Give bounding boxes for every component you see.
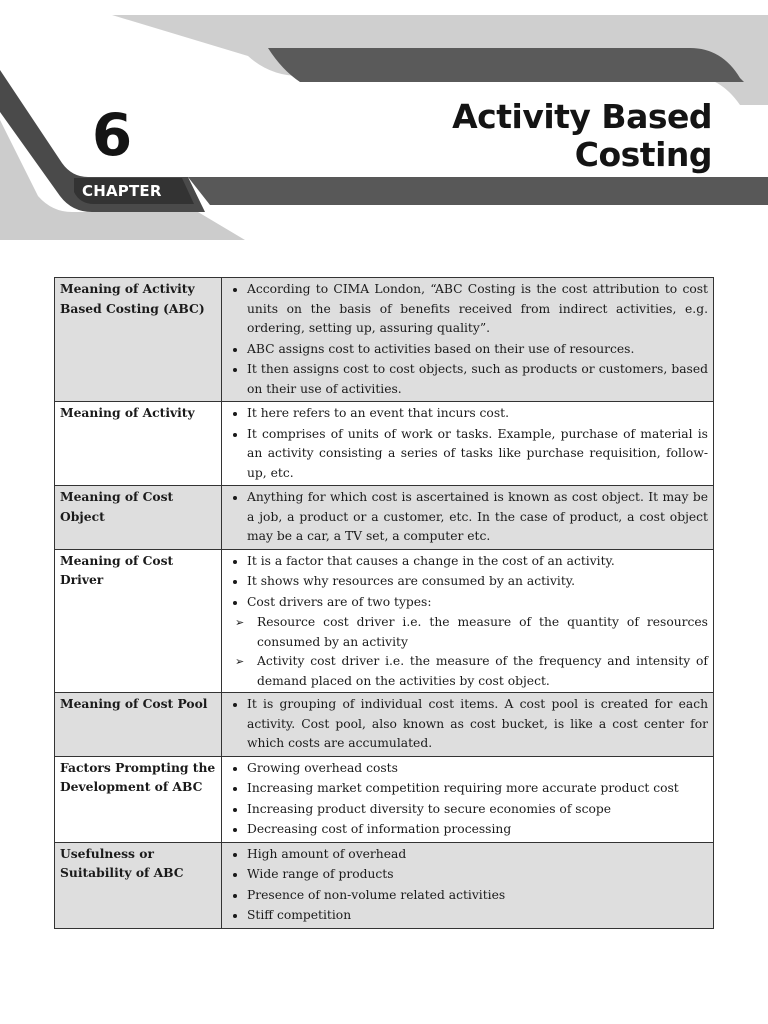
list-item: • It then assigns cost to cost objects, such as products or customers, based on their use of activities.	[247, 360, 708, 399]
list-item: • According to CIMA London, “ABC Costing is the cost attribution to cost units on the basis of benefits received from indirect activities, e.g. ordering, setting up, assuring quality”.	[247, 280, 708, 339]
list-item: • Wide range of products	[247, 865, 708, 885]
list-item: • Growing overhead costs	[247, 759, 708, 779]
row-details	[222, 842, 714, 928]
row-term: Factors Prompting the Development of ABC	[55, 756, 222, 842]
bullet-list	[227, 695, 708, 754]
bullet-list	[227, 552, 708, 613]
list-item: • Decreasing cost of information processing	[247, 820, 708, 840]
table-row	[55, 693, 714, 757]
row-term: Usefulness or Suitability of ABC	[55, 842, 222, 928]
page-title-line-1: Activity Based	[452, 97, 712, 136]
bullet-list	[227, 488, 708, 547]
table-row	[55, 756, 714, 842]
table-row	[55, 278, 714, 402]
table-row	[55, 486, 714, 550]
list-item: • ABC assigns cost to activities based on their use of resources.	[247, 340, 708, 360]
bullet-list	[227, 845, 708, 926]
row-term: Meaning of Cost Pool	[55, 693, 222, 757]
row-details	[222, 549, 714, 693]
bullet-list	[227, 280, 708, 399]
list-item: • It is a factor that causes a change in the cost of an activity.	[247, 552, 708, 572]
list-item: • Anything for which cost is ascertained is known as cost object. It may be a job, a product or a customer, etc. In the case of product, a cost object may be a car, a TV set, a computer etc.	[247, 488, 708, 547]
list-item: • It shows why resources are consumed by an activity.	[247, 572, 708, 592]
row-term: Meaning of Activity Based Costing (ABC)	[55, 278, 222, 402]
list-item: • Cost drivers are of two types:	[247, 593, 708, 613]
row-term: Meaning of Cost Object	[55, 486, 222, 550]
page-title-line-2: Costing	[574, 135, 712, 174]
list-item: • High amount of overhead	[247, 845, 708, 865]
bullet-list	[227, 759, 708, 840]
list-item: • Stiff competition	[247, 906, 708, 926]
table-row	[55, 842, 714, 928]
sub-list-item: ➢ Activity cost driver i.e. the measure of the frequency and intensity of demand placed on the activities by cost object.	[257, 652, 708, 691]
list-item: • It here refers to an event that incurs cost.	[247, 404, 708, 424]
page-title	[332, 98, 712, 174]
list-item: • Increasing product diversity to secure economies of scope	[247, 800, 708, 820]
row-term: Meaning of Cost Driver	[55, 549, 222, 693]
list-item: • It comprises of units of work or tasks. Example, purchase of material is an activity consisting a series of tasks like purchase requisition, follow-up, etc.	[247, 425, 708, 484]
list-item: • Increasing market competition requiring more accurate product cost	[247, 779, 708, 799]
row-details	[222, 402, 714, 486]
chapter-label: CHAPTER	[82, 182, 162, 200]
row-details	[222, 486, 714, 550]
row-term: Meaning of Activity	[55, 402, 222, 486]
row-details	[222, 693, 714, 757]
row-details	[222, 756, 714, 842]
chapter-number: 6	[91, 101, 133, 169]
list-item: • Presence of non-volume related activities	[247, 886, 708, 906]
list-item: • It is grouping of individual cost items. A cost pool is created for each activity. Cost pool, also known as cost bucket, is like a cost center for which costs are accumulated.	[247, 695, 708, 754]
right-dark-bar	[188, 177, 768, 205]
row-details	[222, 278, 714, 402]
table-row	[55, 549, 714, 693]
table-row	[55, 402, 714, 486]
sub-bullet-list	[227, 613, 708, 691]
top-dark-band	[268, 48, 744, 82]
bullet-list	[227, 404, 708, 483]
sub-list-item: ➢ Resource cost driver i.e. the measure of the quantity of resources consumed by an activity	[257, 613, 708, 652]
summary-table	[54, 277, 714, 929]
